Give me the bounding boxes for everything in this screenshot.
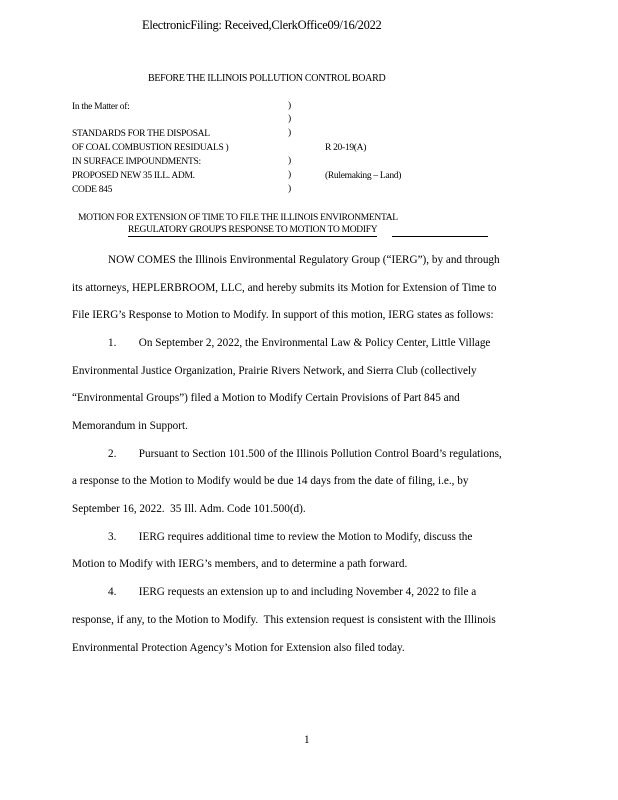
body-line: its attorneys, HEPLERBROOM, LLC, and hereby submits its Motion for Extension of Time to [72, 282, 497, 294]
caption-line-standards: STANDARDS FOR THE DISPOSAL [72, 129, 210, 139]
body-line: 3. IERG requires additional time to review the Motion to Modify, discuss the [108, 531, 473, 543]
title-underline-extension [392, 236, 488, 237]
body-line: File IERG’s Response to Motion to Modify. In support of this motion, IERG states as follows: [72, 309, 494, 321]
case-type: (Rulemaking – Land) [325, 171, 402, 181]
caption-line-impoundments: IN SURFACE IMPOUNDMENTS: [72, 157, 201, 167]
motion-title-line2: REGULATORY GROUP'S RESPONSE TO MOTION TO MODIFY [128, 225, 378, 235]
body-line: Environmental Justice Organization, Prairie Rivers Network, and Sierra Club (collectively [72, 365, 477, 377]
board-title: BEFORE THE ILLINOIS POLLUTION CONTROL BOARD [148, 73, 386, 84]
caption-line-code: CODE 845 [72, 185, 113, 195]
caption-paren: ) [288, 128, 292, 138]
body-line: Motion to Modify with IERG’s members, and to determine a path forward. [72, 558, 408, 570]
caption-paren: ) [288, 114, 292, 124]
filing-stamp: ElectronicFiling: Received,ClerkOffice09/16/2022 [142, 18, 382, 32]
caption-line-proposed: PROPOSED NEW 35 ILL. ADM. [72, 171, 195, 181]
caption-paren: ) [288, 156, 292, 166]
body-line: September 16, 2022. 35 Ill. Adm. Code 101.500(d). [72, 503, 306, 515]
body-line: Memorandum in Support. [72, 420, 188, 432]
body-line: response, if any, to the Motion to Modify. This extension request is consistent with the Illinois [72, 614, 496, 626]
case-number: R 20-19(A) [325, 143, 367, 153]
body-line: 4. IERG requests an extension up to and including November 4, 2022 to file a [108, 586, 477, 598]
caption-paren: ) [288, 101, 292, 111]
body-line: 1. On September 2, 2022, the Environmental Law & Policy Center, Little Village [108, 337, 491, 349]
caption-paren: ) [288, 184, 292, 194]
caption-in-the-matter: In the Matter of: [72, 102, 130, 112]
body-line: 2. Pursuant to Section 101.500 of the Illinois Pollution Control Board’s regulations, [108, 448, 502, 460]
motion-title-line1: MOTION FOR EXTENSION OF TIME TO FILE THE ILLINOIS ENVIRONMENTAL [78, 213, 398, 223]
body-line: NOW COMES the Illinois Environmental Regulatory Group (“IERG”), by and through [108, 254, 500, 266]
caption-paren: ) [288, 170, 292, 180]
page-number: 1 [304, 734, 310, 746]
caption-line-coal: OF COAL COMBUSTION RESIDUALS ) [72, 143, 229, 153]
body-line: Environmental Protection Agency’s Motion for Extension also filed today. [72, 642, 405, 654]
motion-title [78, 212, 398, 237]
body-line: a response to the Motion to Modify would be due 14 days from the date of filing, i.e., by [72, 475, 469, 487]
body-line: “Environmental Groups”) filed a Motion to Modify Certain Provisions of Part 845 and [72, 392, 460, 404]
